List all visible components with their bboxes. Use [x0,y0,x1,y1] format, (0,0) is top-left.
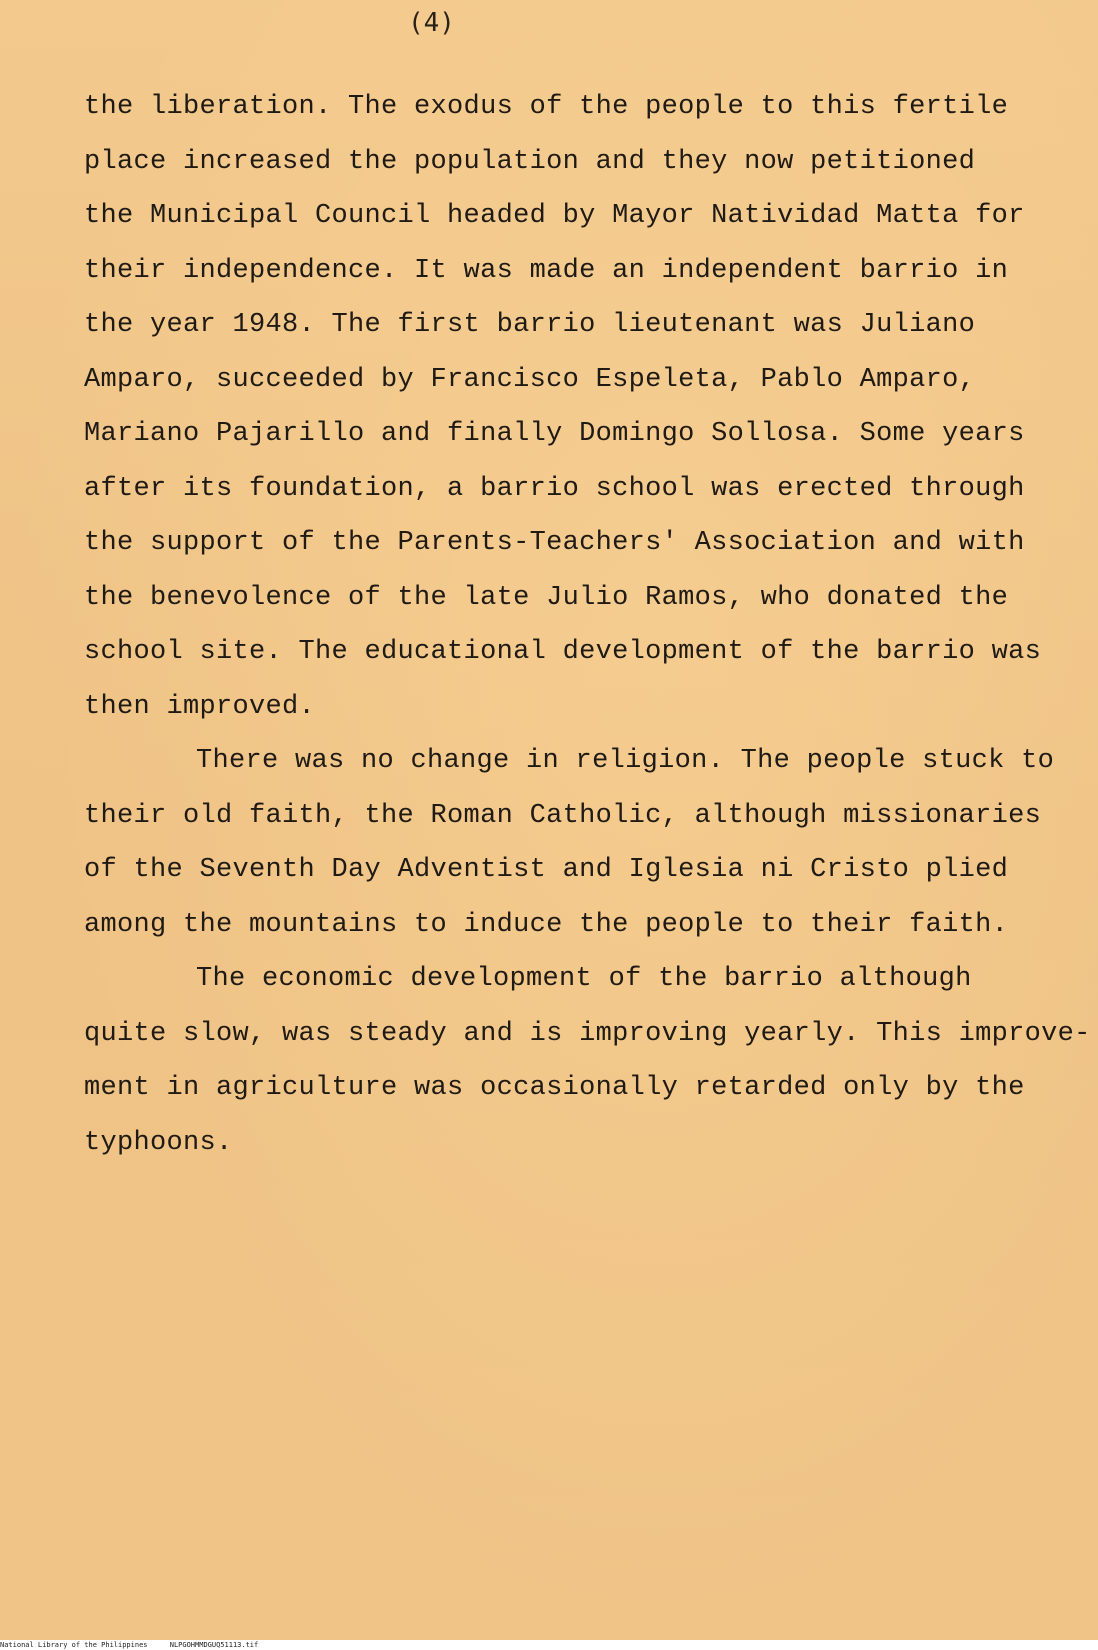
text-line: their independence. It was made an independent barrio in [84,255,1009,286]
text-line: Mariano Pajarillo and finally Domingo Sollosa. Some years [84,419,1025,449]
text-line: school site. The educational development of the barrio was [84,637,1042,667]
text-line: Amparo, succeeded by Francisco Espeleta, Pablo Amparo, [84,364,976,395]
text-line: the liberation. The exodus of the people to this fertile [84,92,1009,122]
text-line: the benevolence of the late Julio Ramos, who donated the [84,582,1009,613]
paragraph-start-line: The economic development of the barrio although [196,964,972,994]
text-line: typhoons. [84,1127,233,1158]
text-line: the support of the Parents-Teachers' Association and with [84,528,1025,558]
footer-file-id: NLPGOHMMDGUQ51113.tif [169,1641,259,1649]
scan-footer [0,1640,1098,1650]
text-line: place increased the population and they now petitioned [84,146,976,177]
text-line: among the mountains to induce the people to their faith. [84,909,1009,940]
text-line: ment in agriculture was occasionally retarded only by the [84,1073,1025,1103]
text-line: quite slow, was steady and is improving yearly. This improve- [84,1018,1091,1049]
text-line: after its foundation, a barrio school was erected through [84,473,1025,504]
text-line: their old faith, the Roman Catholic, although missionaries [84,800,1042,831]
paragraph-start-line: There was no change in religion. The people stuck to [196,746,1055,776]
footer-source: National Library of the Philippines [0,1641,148,1649]
typed-text-body [84,80,1091,1170]
page-number: (4) [408,8,455,38]
text-line: the Municipal Council headed by Mayor Natividad Matta for [84,201,1025,231]
text-line: the year 1948. The first barrio lieutenant was Juliano [84,310,976,340]
text-line: of the Seventh Day Adventist and Iglesia ni Cristo plied [84,855,1009,885]
text-line: then improved. [84,691,316,722]
